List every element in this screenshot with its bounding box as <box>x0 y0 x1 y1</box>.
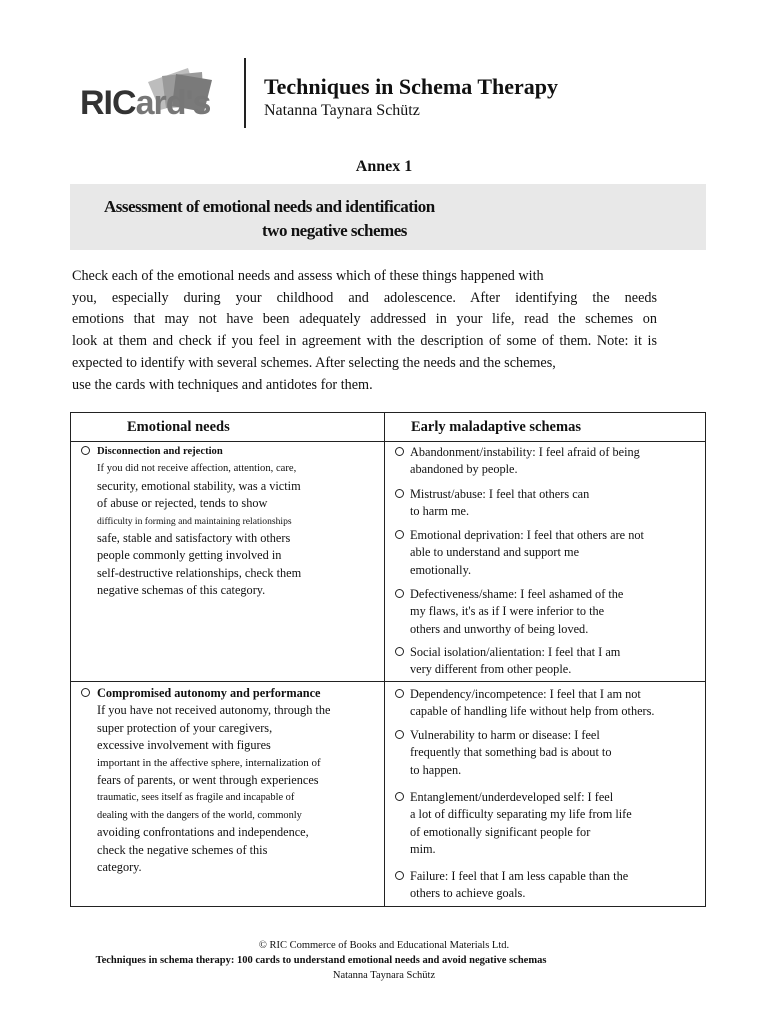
table-column-divider <box>384 413 385 906</box>
table-row-divider <box>71 681 705 682</box>
publisher-logo <box>80 66 230 126</box>
need-description-line: excessive involvement with figures <box>97 738 271 753</box>
schema-line: Social isolation/alientation: I feel that I am <box>410 645 621 659</box>
schema-line: Mistrust/abuse: I feel that others can <box>410 487 590 501</box>
need-compromised-autonomy <box>97 685 330 876</box>
page-footer <box>0 938 768 983</box>
schema-checkbox-abandonment[interactable] <box>395 447 404 456</box>
schema-line: emotionally. <box>410 562 472 577</box>
need-disconnection-rejection <box>97 443 301 600</box>
banner-title-line1: Assessment of emotional needs and identification <box>104 197 435 216</box>
schema-emotional-deprivation <box>410 527 644 579</box>
schema-line: Failure: I feel that I am less capable than the <box>410 869 629 883</box>
schema-line: my flaws, it's as if I were inferior to the <box>410 604 605 619</box>
intro-line: you, especially during your childhood and adolescence. After identifying the needs <box>72 289 657 306</box>
need-description-line: negative schemas of this category. <box>97 583 266 598</box>
schema-dependency <box>410 686 655 721</box>
schema-failure <box>410 868 628 903</box>
schema-line: to harm me. <box>410 504 470 519</box>
schema-line: to happen. <box>410 762 462 777</box>
need-description-line: dealing with the dangers of the world, commonly <box>97 809 302 821</box>
schema-defectiveness <box>410 586 623 638</box>
schema-checkbox-dependency[interactable] <box>395 689 404 698</box>
assessment-banner <box>70 184 706 250</box>
footer-book-title: Techniques in schema therapy: 100 cards to understand emotional needs and avoid negative schemas <box>95 955 547 966</box>
need-description-line: important in the affective sphere, internalization of <box>97 756 321 769</box>
need-checkbox-disconnection[interactable] <box>81 446 90 455</box>
need-checkbox-autonomy[interactable] <box>81 688 90 697</box>
annex-heading: Annex 1 <box>355 158 413 175</box>
schema-line: Vulnerability to harm or disease: I feel <box>410 728 600 742</box>
need-description-line: difficulty in forming and maintaining relationships <box>97 515 292 527</box>
schema-line: others and unworthy of being loved. <box>410 621 589 636</box>
need-description-line: super protection of your caregivers, <box>97 720 273 735</box>
schema-checkbox-emotional-deprivation[interactable] <box>395 530 404 539</box>
schema-mistrust <box>410 486 589 521</box>
schema-line: abandoned by people. <box>410 462 518 477</box>
schema-line: Emotional deprivation: I feel that others are not <box>410 528 644 542</box>
document-title: Techniques in Schema Therapy <box>264 74 559 99</box>
need-description-line: of abuse or rejected, tends to show <box>97 496 268 511</box>
intro-line: use the cards with techniques and antidotes for them. <box>72 376 373 393</box>
schema-line: frequently that something bad is about to <box>410 745 612 760</box>
schema-checkbox-mistrust[interactable] <box>395 489 404 498</box>
intro-line: emotions that may not have been adequately addressed in your life, read the schemes on <box>72 311 657 328</box>
need-title: Compromised autonomy and performance <box>97 686 321 700</box>
schema-checkbox-failure[interactable] <box>395 871 404 880</box>
need-description-line: traumatic, sees itself as fragile and incapable of <box>97 792 295 804</box>
needs-schemas-table <box>70 412 706 907</box>
schema-line: Entanglement/underdeveloped self: I feel <box>410 790 614 804</box>
schema-line: of emotionally significant people for <box>410 824 591 839</box>
schema-checkbox-social-isolation[interactable] <box>395 647 404 656</box>
need-description-line: security, emotional stability, was a victim <box>97 478 301 493</box>
footer-author: Natanna Taynara Schütz <box>332 970 436 981</box>
schema-social-isolation <box>410 644 620 679</box>
schema-checkbox-defectiveness[interactable] <box>395 589 404 598</box>
need-description-line: fears of parents, or went through experiences <box>97 773 319 788</box>
intro-paragraph <box>72 266 657 396</box>
need-title: Disconnection and rejection <box>97 446 223 457</box>
logo-wordmark: RICard's <box>80 84 211 122</box>
schema-checkbox-vulnerability[interactable] <box>395 730 404 739</box>
need-description-line: self-destructive relationships, check them <box>97 565 302 580</box>
need-description-line: If you did not receive affection, attention, care, <box>97 463 297 475</box>
header-divider <box>244 58 246 128</box>
schema-line: others to achieve goals. <box>410 886 526 901</box>
need-description-line: safe, stable and satisfactory with others <box>97 531 291 546</box>
column-header-maladaptive-schemas: Early maladaptive schemas <box>411 419 581 435</box>
intro-line: Check each of the emotional needs and assess which of these things happened with <box>72 268 544 284</box>
need-description-line: category. <box>97 860 142 875</box>
need-description-line: If you have not received autonomy, through the <box>97 703 331 718</box>
schema-abandonment <box>410 444 640 479</box>
schema-line: a lot of difficulty separating my life from life <box>410 807 632 822</box>
schema-line: Abandonment/instability: I feel afraid of being <box>410 445 640 459</box>
need-description-line: check the negative schemes of this <box>97 842 268 857</box>
schema-line: Defectiveness/shame: I feel ashamed of the <box>410 587 624 601</box>
schema-line: able to understand and support me <box>410 545 580 560</box>
intro-line: look at them and check if you feel in agreement with the description of some of them. Note: it is <box>72 333 657 350</box>
schema-checkbox-entanglement[interactable] <box>395 792 404 801</box>
table-header-divider <box>71 441 705 442</box>
schema-line: capable of handling life without help from others. <box>410 704 655 719</box>
need-description-line: people commonly getting involved in <box>97 548 282 563</box>
schema-vulnerability <box>410 727 612 779</box>
banner-title-line2: two negative schemes <box>262 221 407 240</box>
intro-line: expected to identify with several schemes. After selecting the needs and the schemes, <box>72 354 556 371</box>
footer-copyright: © RIC Commerce of Books and Educational Materials Ltd. <box>258 940 510 951</box>
schema-line: mim. <box>410 842 436 857</box>
schema-entanglement <box>410 789 632 859</box>
column-header-emotional-needs: Emotional needs <box>127 419 230 435</box>
need-description-line: avoiding confrontations and independence, <box>97 825 309 840</box>
document-author: Natanna Taynara Schütz <box>264 102 420 119</box>
schema-line: very different from other people. <box>410 662 572 677</box>
schema-line: Dependency/incompetence: I feel that I am not <box>410 687 641 701</box>
